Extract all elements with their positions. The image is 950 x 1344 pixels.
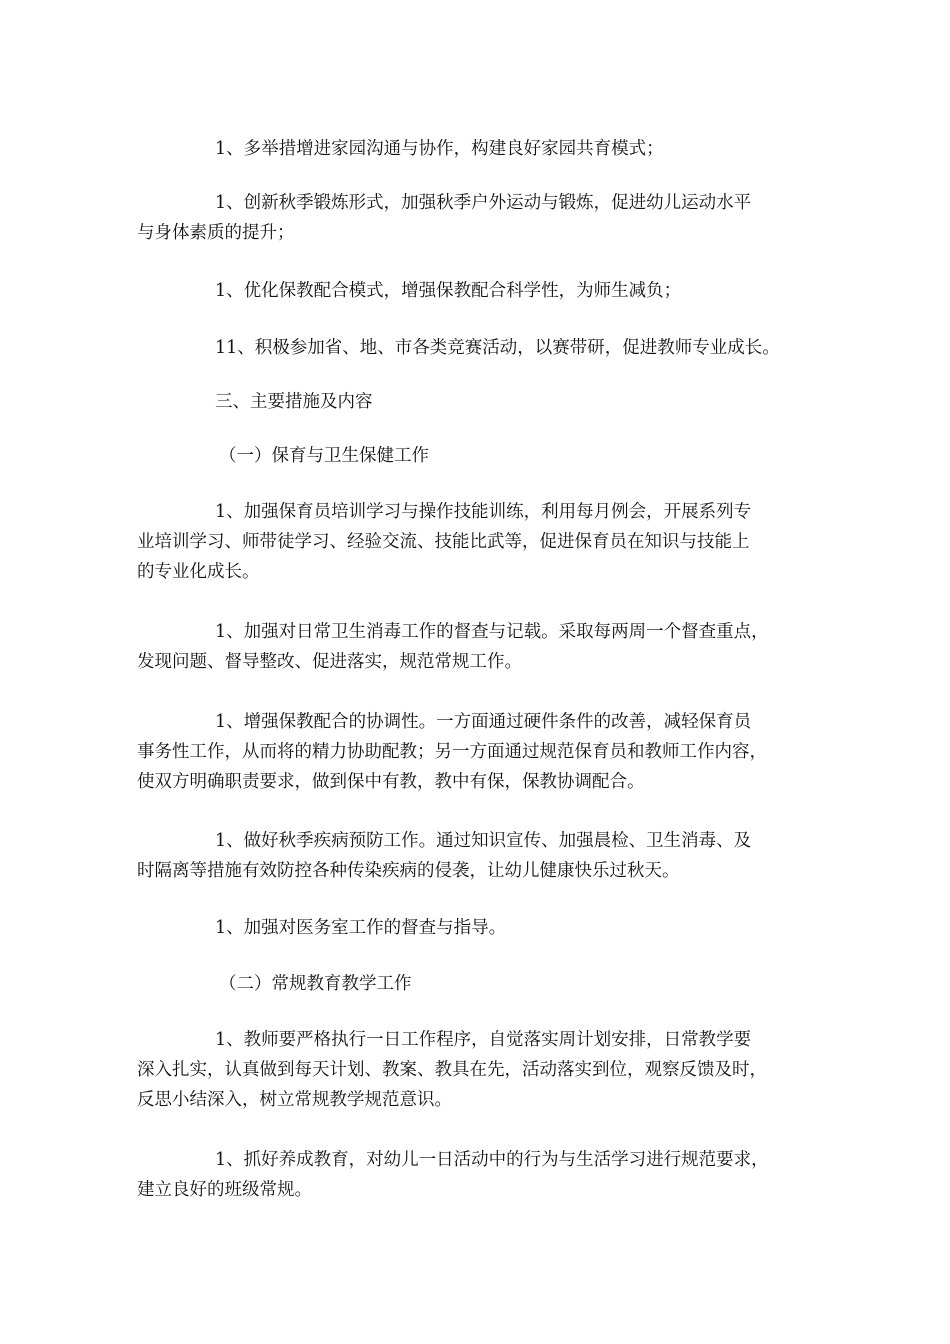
paragraph-line: 反思小结深入，树立常规教学规范意识。 [137, 1090, 452, 1110]
paragraph-line: 1、优化保教配合模式，增强保教配合科学性，为师生减负； [215, 281, 682, 301]
paragraph-line: 1、抓好养成教育，对幼儿一日活动中的行为与生活学习进行规范要求， [215, 1150, 769, 1170]
paragraph-line: 时隔离等措施有效防控各种传染疾病的侵袭，让幼儿健康快乐过秋天。 [137, 861, 680, 881]
subsection-heading-1 [137, 441, 825, 471]
paragraph-line: 1、加强对医务室工作的督查与指导。 [215, 918, 507, 938]
paragraph-line: 深入扎实，认真做到每天计划、教案、教具在先，活动落实到位，观察反馈及时， [137, 1060, 767, 1080]
paragraph-7 [137, 497, 825, 587]
paragraph-line: 11、积极参加省、地、市各类竞赛活动，以赛带研，促进教师专业成长。 [215, 338, 780, 358]
paragraph-line: 1、做好秋季疾病预防工作。通过知识宣传、加强晨检、卫生消毒、及 [215, 831, 752, 851]
paragraph-line: 的专业化成长。 [137, 562, 260, 582]
paragraph-4 [137, 333, 825, 363]
subsection-heading: （二）常规教育教学工作 [219, 974, 412, 994]
paragraph-2 [137, 188, 825, 248]
paragraph-line: 业培训学习、师带徒学习、经验交流、技能比武等，促进保育员在知识与技能上 [137, 532, 750, 552]
paragraph-line: 1、创新秋季锻炼形式，加强秋季户外运动与锻炼，促进幼儿运动水平 [215, 193, 752, 213]
paragraph-line: 1、加强对日常卫生消毒工作的督查与记载。采取每两周一个督查重点， [215, 622, 769, 642]
section-heading-3 [137, 387, 825, 417]
paragraph-line: 1、多举措增进家园沟通与协作，构建良好家园共育模式； [215, 139, 664, 159]
paragraph-line: 使双方明确职责要求，做到保中有教，教中有保，保教协调配合。 [137, 772, 645, 792]
paragraph-line: 1、增强保教配合的协调性。一方面通过硬件条件的改善，减轻保育员 [215, 712, 752, 732]
paragraph-13 [137, 1025, 825, 1115]
paragraph-line: 建立良好的班级常规。 [137, 1180, 312, 1200]
paragraph-1 [137, 134, 825, 164]
paragraph-line: 发现问题、督导整改、促进落实，规范常规工作。 [137, 652, 522, 672]
subsection-heading-2 [137, 969, 825, 999]
paragraph-line: 事务性工作，从而将的精力协助配教；另一方面通过规范保育员和教师工作内容， [137, 742, 767, 762]
subsection-heading: （一）保育与卫生保健工作 [219, 446, 429, 466]
paragraph-3 [137, 276, 825, 306]
paragraph-line: 1、教师要严格执行一日工作程序，自觉落实周计划安排，日常教学要 [215, 1030, 752, 1050]
paragraph-14 [137, 1145, 825, 1205]
section-heading: 三、主要措施及内容 [215, 392, 373, 412]
paragraph-10 [137, 826, 825, 886]
paragraph-line: 1、加强保育员培训学习与操作技能训练，利用每月例会，开展系列专 [215, 502, 752, 522]
paragraph-line: 与身体素质的提升； [137, 223, 295, 243]
paragraph-9 [137, 707, 825, 797]
paragraph-8 [137, 617, 825, 677]
paragraph-11 [137, 913, 825, 943]
